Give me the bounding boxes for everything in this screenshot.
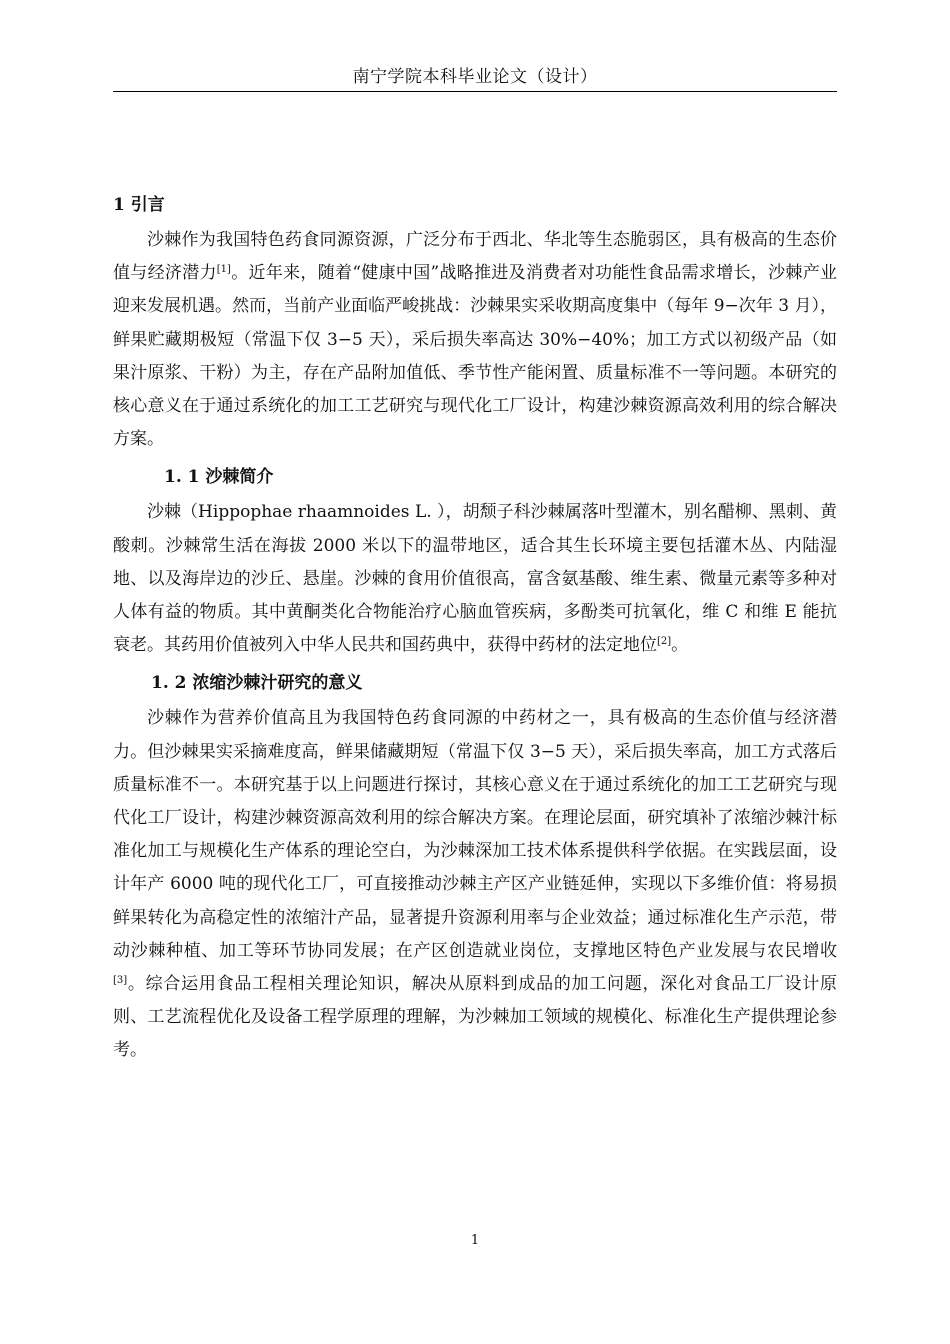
paragraph-text: 。综合运用食品工程相关理论知识，解决从原料到成品的加工问题，深化对食品工厂设计原则、工艺流程优化及设备工程学原理的理解，为沙棘加工领域的规模化、标准化生产提供理论参考。 — [113, 974, 837, 1061]
section-heading-significance: 1. 2 浓缩沙棘汁研究的意义 — [151, 673, 363, 694]
section-heading-sea-buckthorn-intro: 1. 1 沙棘简介 — [164, 467, 274, 488]
citation-ref-2: [2] — [657, 636, 672, 648]
citation-ref-1: [1] — [216, 264, 231, 276]
paragraph-text: 沙棘作为我国特色药食同源资源，广泛分布于西北、华北等生态脆弱区，具有极高的生态价值与经济潜力 — [113, 230, 837, 284]
paragraph-text: 沙棘作为营养价值高且为我国特色药食同源的中药材之一，具有极高的生态价值与经济潜力。但沙棘果实采摘难度高，鲜果储藏期短（常温下仅 3−5 天），采后损失率高，加工方式落后质量标准不一。本研究基于以上问题进行探讨，其核心意义在于通过系统化的加工工艺研究与现代化工厂设计，构建沙棘资源高效利用的综合解决方案。在理论层面，研究填补了浓缩沙棘汁标准化加工与规模化生产体系的理论空白，为沙棘深加工技术体系提供科学依据。在实践层面，设计年产 6000 吨的现代化工厂，可直接推动沙棘主产区产业链延伸，实现以下多维价值：将易损鲜果转化为高稳定性的浓缩汁产品，显著提升资源利用率与企业效益；通过标准化生产示范，带动沙棘种植、加工等环节协同发展；在产区创造就业岗位，支撑地区特色产业发展与农民增收 — [113, 708, 837, 961]
citation-ref-3: [3] — [113, 975, 128, 987]
paragraph-text: 。近年来，随着“健康中国”战略推进及消费者对功能性食品需求增长，沙棘产业迎来发展机遇。然而，当前产业面临严峻挑战：沙棘果实采收期高度集中（每年 9−次年 3 月），鲜果贮藏期极短（常温下仅 3−5 天），采后损失率高达 30%−40%；加工方式以初级产品（如果汁原浆、干粉）为主，存在产品附加值低、季节性产能闲置、质量标准不一等问题。本研究的核心意义在于通过系统化的加工工艺研究与现代化工厂设计，构建沙棘资源高效利用的综合解决方案。 — [113, 263, 837, 450]
page-number: 1 — [470, 1233, 480, 1248]
document-body — [113, 188, 837, 1072]
header-rule — [113, 91, 837, 92]
sea-buckthorn-intro-paragraph — [113, 496, 837, 662]
section-heading-introduction: 1 引言 — [113, 195, 165, 215]
page-header: 南宁学院本科毕业论文（设计） — [352, 67, 598, 87]
paragraph-text: 沙棘（Hippophae rhaamnoides L. ），胡颓子科沙棘属落叶型灌木，别名醋柳、黑刺、黄酸刺。沙棘常生活在海拔 2000 米以下的温带地区，适合其生长环境主要包括灌木丛、内陆湿地、以及海岸边的沙丘、悬崖。沙棘的食用价值很高，富含氨基酸、维生素、微量元素等多种对人体有益的物质。其中黄酮类化合物能治疗心脑血管疾病，多酚类可抗氧化，维 C 和维 E 能抗衰老。其药用价值被列入中华人民共和国药典中，获得中药材的法定地位 — [113, 502, 837, 656]
significance-paragraph — [113, 702, 837, 1067]
paragraph-text: 。 — [671, 635, 689, 656]
introduction-paragraph — [113, 224, 837, 456]
